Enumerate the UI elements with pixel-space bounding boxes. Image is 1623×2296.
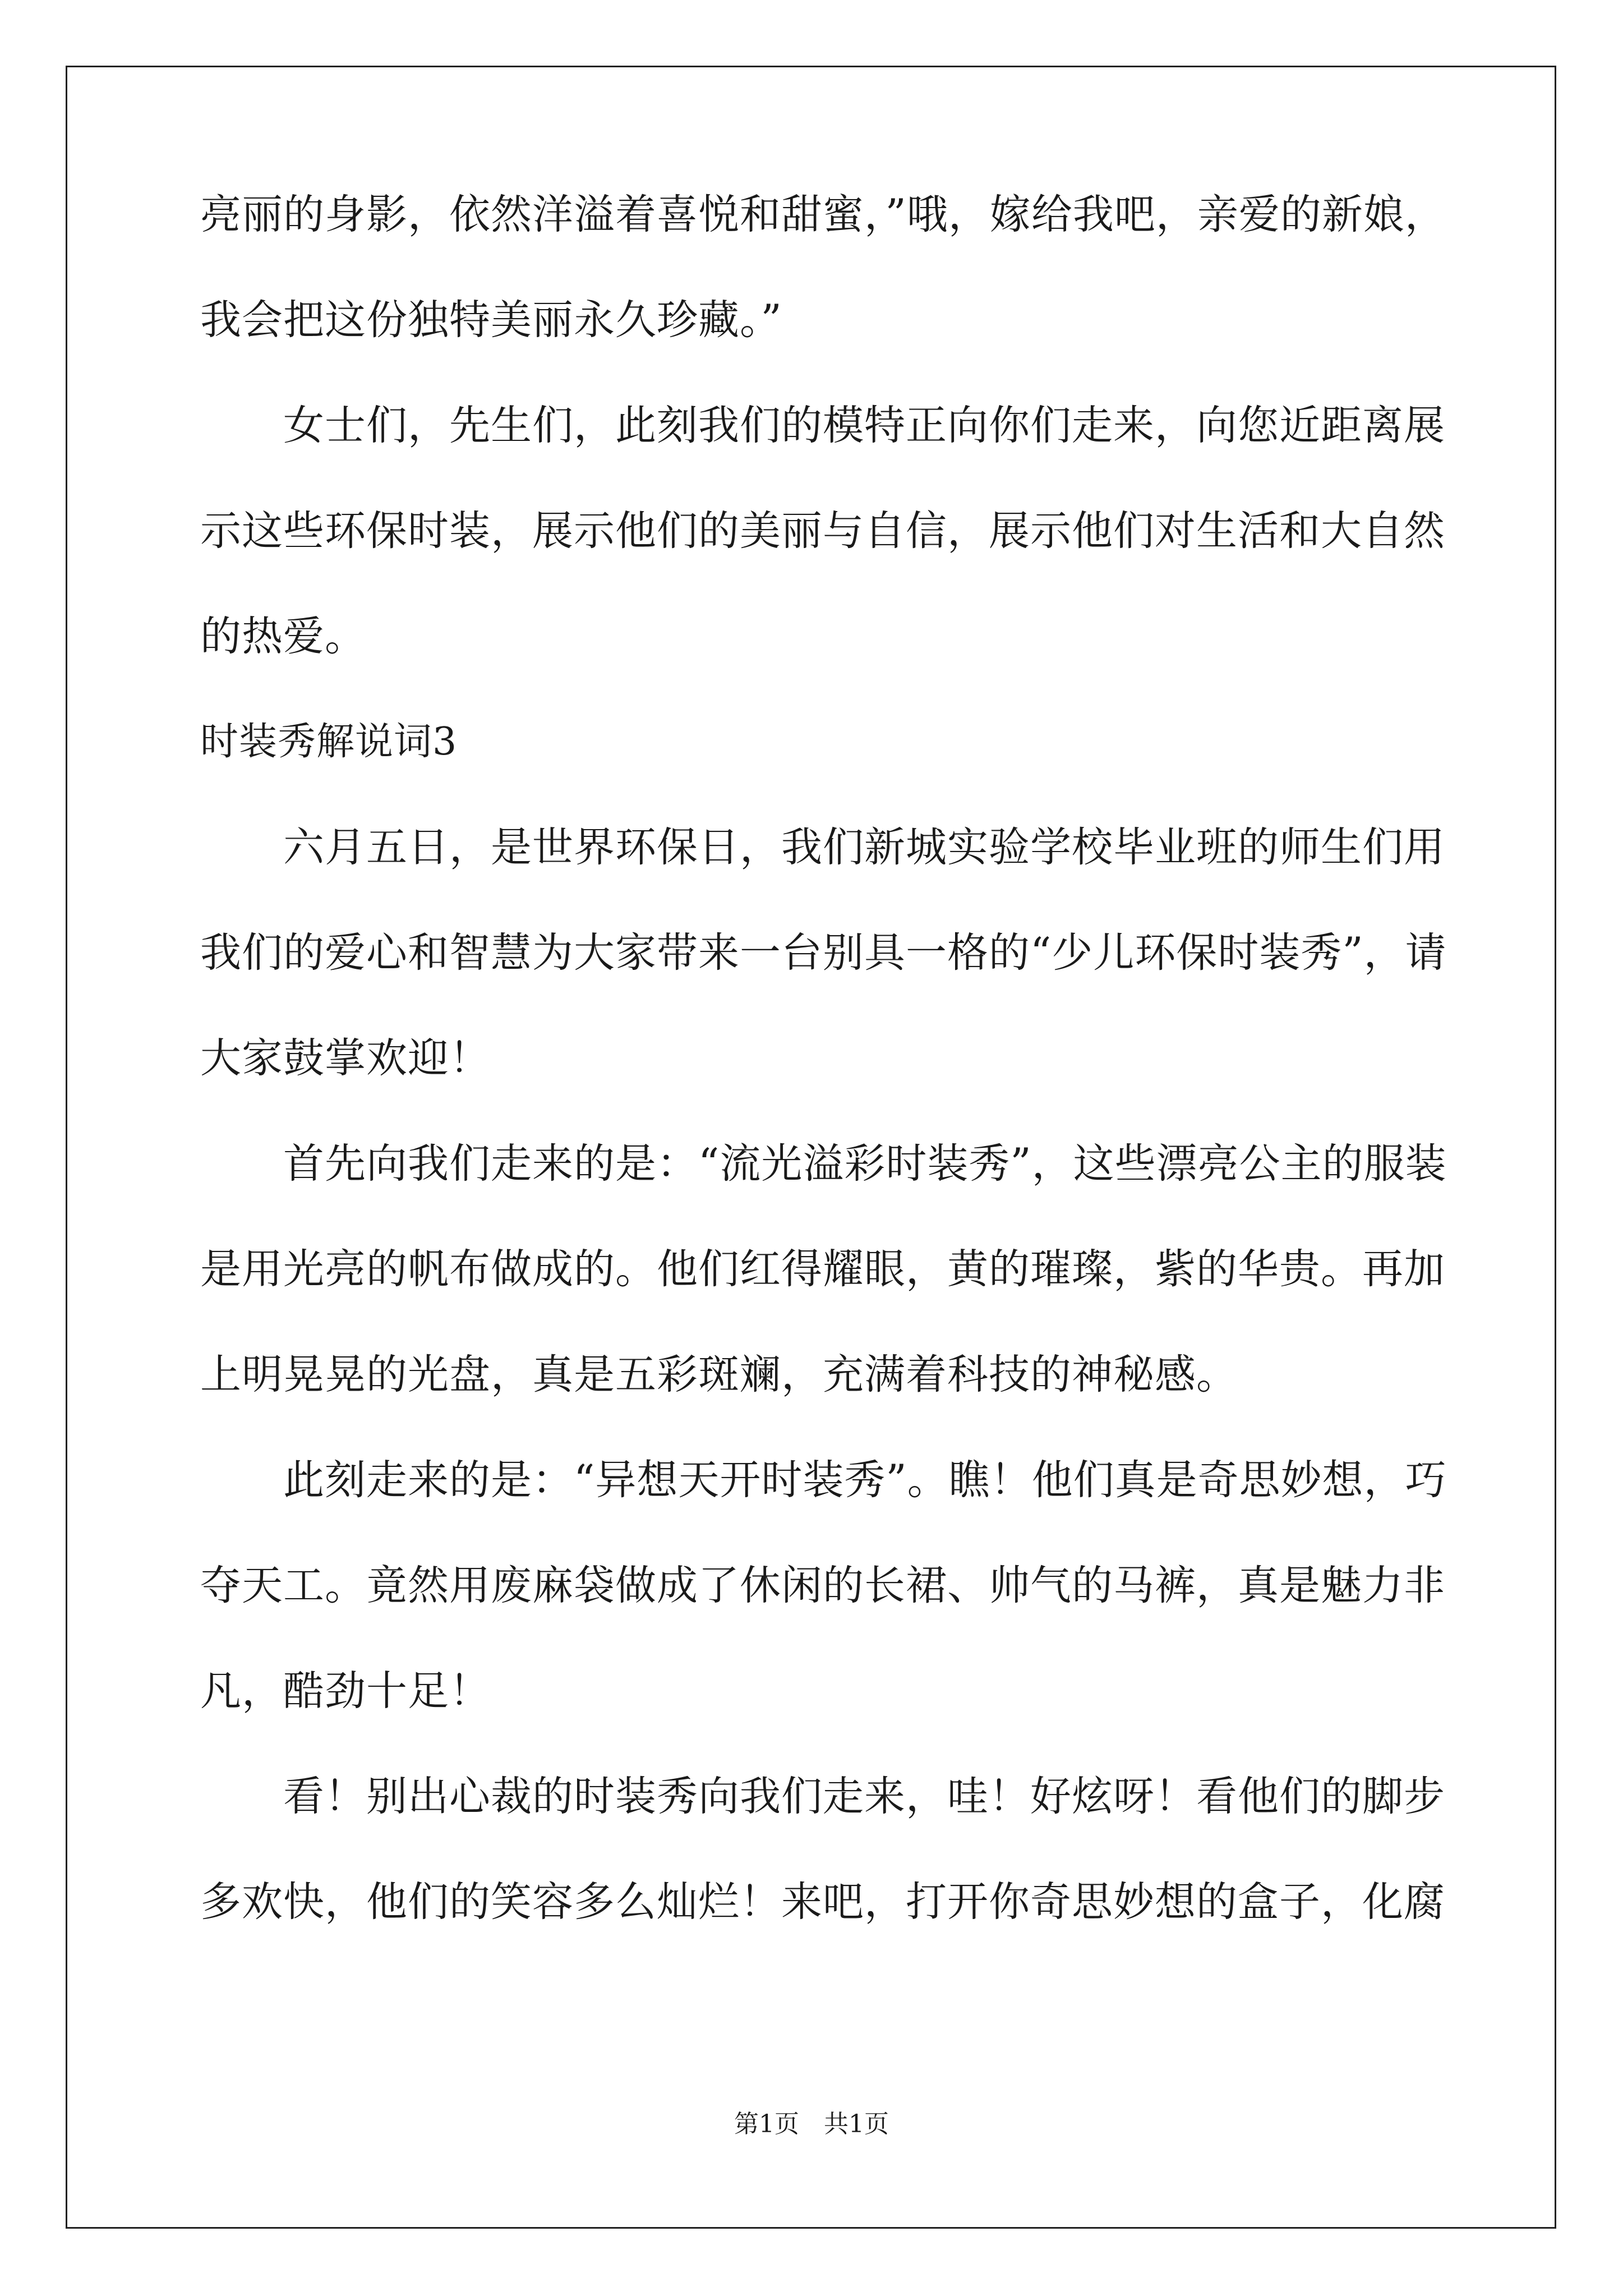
text-line: 是用光亮的帆布做成的。他们红得耀眼，黄的璀璨，紫的华贵。再加	[200, 1245, 1445, 1293]
page-number-footer: 第1页 共1页	[734, 2110, 889, 2138]
text-line: 上明晃晃的光盘，真是五彩斑斓，充满着科技的神秘感。	[200, 1351, 1238, 1398]
text-line: 的热爱。	[200, 613, 366, 660]
section-heading: 时装秀解说词3	[200, 720, 458, 764]
text-line: 我们的爱心和智慧为大家带来一台别具一格的“少儿环保时装秀”，请	[200, 929, 1447, 977]
text-line: 多欢快，他们的笑容多么灿烂！来吧，打开你奇思妙想的盒子，化腐	[200, 1878, 1445, 1926]
text-line: 大家鼓掌欢迎！	[200, 1034, 491, 1082]
text-line: 亮丽的身影，依然洋溢着喜悦和甜蜜，”哦，嫁给我吧，亲爱的新娘，	[200, 191, 1446, 238]
text-line: 我会把这份独特美丽永久珍藏。”	[200, 296, 782, 344]
text-line: 夺天工。竟然用废麻袋做成了休闲的长裙、帅气的马裤，真是魅力非	[200, 1562, 1445, 1609]
text-line: 示这些环保时装，展示他们的美丽与自信，展示他们对生活和大自然	[200, 507, 1445, 555]
text-line: 看！别出心裁的时装秀向我们走来，哇！好炫呀！看他们的脚步	[283, 1773, 1445, 1820]
text-line: 此刻走来的是：“异想天开时装秀”。瞧！他们真是奇思妙想，巧	[283, 1456, 1447, 1504]
text-line: 首先向我们走来的是：“流光溢彩时装秀”，这些漂亮公主的服装	[283, 1140, 1447, 1188]
text-line: 女士们，先生们，此刻我们的模特正向你们走来，向您近距离展	[283, 402, 1445, 449]
text-line: 凡，酷劲十足！	[200, 1667, 491, 1715]
text-line: 六月五日，是世界环保日，我们新城实验学校毕业班的师生们用	[283, 823, 1445, 871]
document-body	[200, 191, 1447, 1926]
